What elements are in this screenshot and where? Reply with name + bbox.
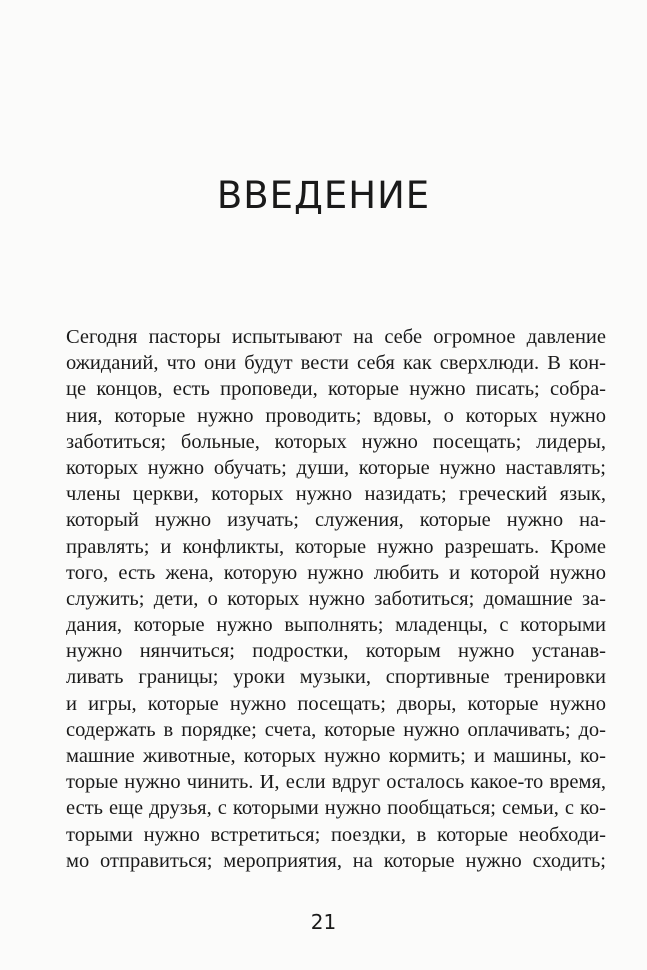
text-line: торыми нужно встретиться; поездки, в которые необходи- [66,823,606,846]
text-line: и игры, которые нужно посещать; дворы, которые нужно [66,692,606,715]
text-line: мо отправиться; мероприятия, на которые нужно сходить; [66,849,606,872]
body-paragraph [66,324,606,874]
text-line: Сегодня пасторы испытывают на себе огромное давление [66,326,606,348]
text-line: служить; дети, о которых нужно заботиться; домашние за- [66,587,606,610]
page-number: 21 [310,910,337,934]
text-line: ливать границы; уроки музыки, спортивные тренировки [66,666,606,689]
text-line: торые нужно чинить. И, если вдруг осталось какое-то время, [66,771,606,794]
text-line: заботиться; больные, которых нужно посещать; лидеры, [66,430,606,453]
text-line: це концов, есть проповеди, которые нужно писать; собра- [66,378,606,401]
text-line: правлять; и конфликты, которые нужно разрешать. Кроме [66,535,606,558]
text-line: содержать в порядке; счета, которые нужно оплачивать; до- [66,718,606,741]
text-line: который нужно изучать; служения, которые нужно на- [66,509,606,532]
text-line: ожиданий, что они будут вести себя как сверхлюди. В кон- [66,352,606,375]
text-line: члены церкви, которых нужно назидать; греческий язык, [66,483,606,506]
text-line: которых нужно обучать; души, которые нужно наставлять; [66,456,606,479]
text-line: нужно нянчиться; подростки, которым нужно устанав- [66,640,606,663]
text-line: машние животные, которых нужно кормить; и машины, ко- [66,745,606,767]
chapter-title: ВВЕДЕНИЕ [216,174,431,217]
text-line: ния, которые нужно проводить; вдовы, о которых нужно [66,404,606,427]
text-line: того, есть жена, которую нужно любить и которой нужно [66,561,606,584]
text-line: дания, которые нужно выполнять; младенцы, с которыми [66,614,606,637]
text-line: есть еще друзья, с которыми нужно пообщаться; семьи, с ко- [66,797,606,820]
